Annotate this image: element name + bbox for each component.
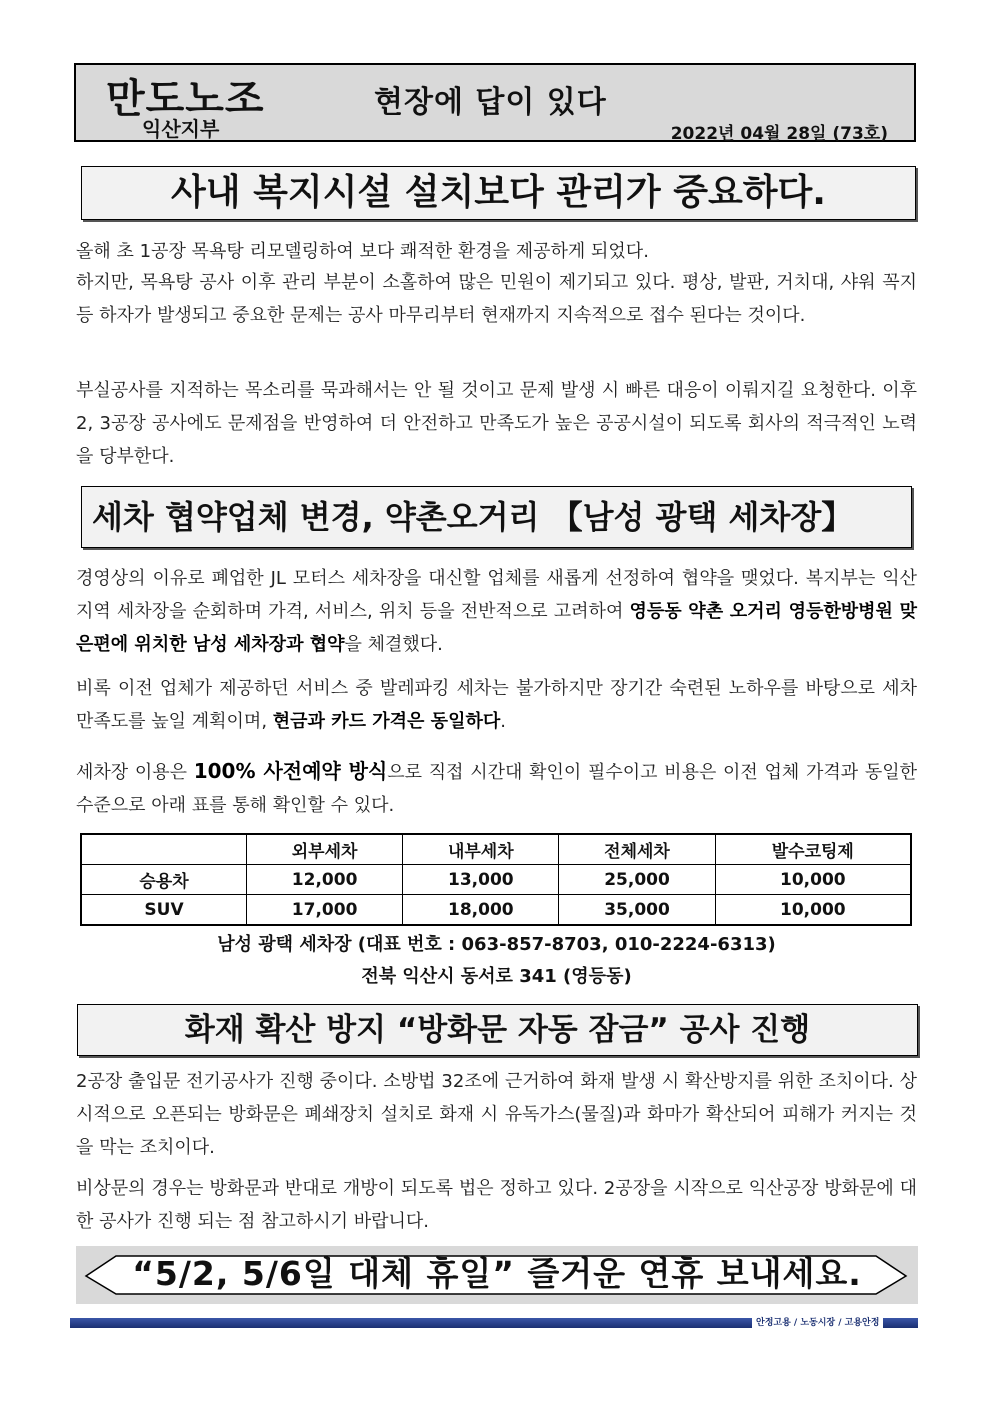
table-header-cell: 외부세차 xyxy=(247,834,403,865)
table-header-cell xyxy=(81,834,247,865)
section-title-carwash: 세차 협약업체 변경, 약촌오거리 【남성 광택 세차장】 xyxy=(81,486,912,548)
carwash-paragraph-1: 경영상의 이유로 폐업한 JL 모터스 세차장을 대신할 업체를 새롭게 선정하여 협약을 맺었다. 복지부는 익산지역 세차장을 순회하며 가격, 서비스, 위치 등을 전반적으로 고려하여 영등동 약촌 오거리 영등한방병원 맞은편에 위치한 남성 세차장과 협약을 체결했다. xyxy=(76,568,917,655)
table-cell: 13,000 xyxy=(403,865,559,895)
table-cell: 12,000 xyxy=(247,865,403,895)
union-name: 만도노조 xyxy=(106,76,265,122)
issue-date: 2022년 04월 28일 (73호) xyxy=(670,124,888,144)
carwash-paragraph-2: 비록 이전 업체가 제공하던 서비스 중 발레파킹 세차는 불가하지만 장기간 숙련된 노하우를 바탕으로 세차 만족도를 높일 계획이며, 현금과 카드 가격은 동일하다. xyxy=(76,678,917,732)
footer-slogan: 안정고용 / 노동시장 / 고용안정 xyxy=(752,1315,883,1331)
holiday-banner xyxy=(76,1246,918,1304)
table-cell: 35,000 xyxy=(559,895,715,926)
welfare-paragraph-1: 올해 초 1공장 목욕탕 리모델링하여 보다 쾌적한 환경을 제공하게 되었다. xyxy=(76,241,649,262)
newsletter-header xyxy=(74,63,916,142)
table-row xyxy=(81,895,911,926)
section-title-welfare: 사내 복지시설 설치보다 관리가 중요하다. xyxy=(81,166,916,220)
table-cell: 18,000 xyxy=(403,895,559,926)
welfare-paragraph-3: 부실공사를 지적하는 목소리를 묵과해서는 안 될 것이고 문제 발생 시 빠른 대응이 이뤄지길 요청한다. 이후 2, 3공장 공사에도 문제점을 반영하여 더 안전하고 만족도가 높은 공공시설이 되도록 회사의 적극적인 노력을 당부한다. xyxy=(76,380,917,467)
branch-name: 익산지부 xyxy=(142,117,220,141)
firedoor-paragraph-1: 2공장 출입문 전기공사가 진행 중이다. 소방법 32조에 근거하여 화재 발생 시 확산방지를 위한 조치이다. 상시적으로 오픈되는 방화문은 폐쇄장치 설치로 화재 시 유독가스(물질)과 화마가 확산되어 피해가 커지는 것을 막는 조치이다. xyxy=(76,1071,917,1158)
welfare-paragraph-2: 하지만, 목욕탕 공사 이후 관리 부분이 소홀하여 많은 민원이 제기되고 있다. 평상, 발판, 거치대, 샤워 꼭지 등 하자가 발생되고 중요한 문제는 공사 마무리부터 현재까지 지속적으로 접수 된다는 것이다. xyxy=(76,272,917,326)
table-cell: 25,000 xyxy=(559,865,715,895)
table-header-cell: 전체세차 xyxy=(559,834,715,865)
carwash-address: 전북 익산시 동서로 341 (영등동) xyxy=(361,966,632,987)
table-header-cell: 발수코팅제 xyxy=(715,834,911,865)
section-title-firedoor: 화재 확산 방지 “방화문 자동 잠금” 공사 진행 xyxy=(77,1004,918,1056)
header-motto: 현장에 답이 있다 xyxy=(374,85,607,120)
table-cell: 승용차 xyxy=(81,865,247,895)
holiday-message: “5/2, 5/6일 대체 휴일” 즐거운 연휴 보내세요. xyxy=(132,1254,862,1293)
table-cell: 17,000 xyxy=(247,895,403,926)
carwash-price-table xyxy=(80,833,912,926)
table-cell: SUV xyxy=(81,895,247,926)
firedoor-paragraph-2: 비상문의 경우는 방화문과 반대로 개방이 되도록 법은 정하고 있다. 2공장을 시작으로 익산공장 방화문에 대한 공사가 진행 되는 점 참고하시기 바랍니다. xyxy=(76,1178,917,1232)
table-header-row xyxy=(81,834,911,865)
carwash-paragraph-3: 세차장 이용은 100% 사전예약 방식으로 직접 시간대 확인이 필수이고 비용은 이전 업체 가격과 동일한 수준으로 아래 표를 통해 확인할 수 있다. xyxy=(76,759,917,816)
table-header-cell: 내부세차 xyxy=(403,834,559,865)
table-cell: 10,000 xyxy=(715,865,911,895)
table-row xyxy=(81,865,911,895)
table-cell: 10,000 xyxy=(715,895,911,926)
carwash-contact: 남성 광택 세차장 (대표 번호 : 063-857-8703, 010-2224-6313) xyxy=(217,934,776,955)
